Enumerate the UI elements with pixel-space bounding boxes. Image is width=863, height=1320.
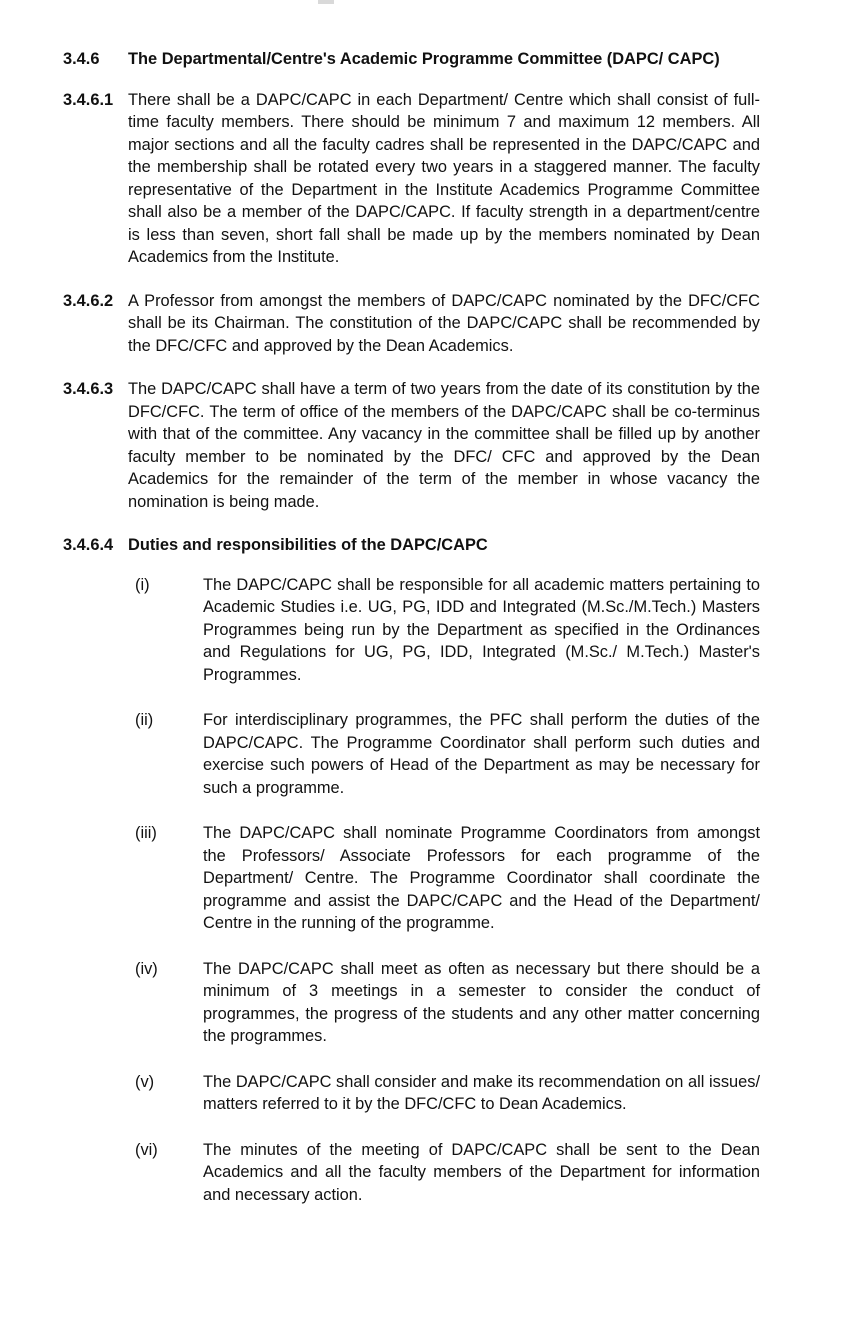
list-item-text: The DAPC/CAPC shall consider and make its recommendation on all issues/ matters referred to it by the DFC/CFC to Dean Academics. [203, 1072, 760, 1113]
section-heading [63, 48, 760, 71]
paragraph-number: 3.4.6.3 [63, 380, 114, 398]
list-item-iii [135, 822, 760, 935]
list-item-text: The minutes of the meeting of DAPC/CAPC shall be sent to the Dean Academics and all the faculty members of the Department for information and necessary action. [203, 1140, 760, 1204]
document-content [63, 48, 760, 1229]
list-item-v [135, 1071, 760, 1116]
list-marker: (ii) [135, 711, 154, 729]
list-item-vi [135, 1139, 760, 1207]
list-marker: (iii) [135, 824, 157, 842]
section-number: 3.4.6 [63, 50, 100, 68]
list-item-i [135, 574, 760, 687]
subsection-heading [63, 534, 760, 557]
list-item-iv [135, 958, 760, 1048]
list-marker: (v) [135, 1072, 155, 1091]
list-item-ii [135, 709, 760, 799]
list-item-text: For interdisciplinary programmes, the PFC shall perform the duties of the DAPC/CAPC. The Programme Coordinator shall perform such duties and exercise such powers of Head of the Department as may be necessary for such a programme. [203, 711, 760, 797]
paragraph-3-4-6-2 [63, 290, 760, 358]
paragraph-text: A Professor from amongst the members of DAPC/CAPC nominated by the DFC/CFC shall be its Chairman. The constitution of the DAPC/CAPC shall be recommended by the DFC/CFC and approved by the Dean Academics. [128, 291, 760, 355]
list-item-text: The DAPC/CAPC shall be responsible for all academic matters pertaining to Academic Studies i.e. UG, PG, IDD and Integrated (M.Sc./M.Tech.) Masters Programmes being run by the Department as specified in the Ordinances and Regulations for UG, PG, IDD, Integrated (M.Sc./ M.Tech.) Master's Programmes. [203, 575, 760, 684]
subsection-number: 3.4.6.4 [63, 536, 114, 554]
subsection-heading-text: Duties and responsibilities of the DAPC/CAPC [128, 536, 488, 554]
list-item-text: The DAPC/CAPC shall nominate Programme Coordinators from amongst the Professors/ Associate Professors for each programme of the Department/ Centre. The Programme Coordinator shall coordinate the programme and assist the DAPC/CAPC and the Head of the Department/ Centre in the running of the programme. [203, 824, 760, 932]
list-marker: (vi) [135, 1140, 158, 1159]
paragraph-number: 3.4.6.1 [63, 90, 114, 109]
section-heading-text: The Departmental/Centre's Academic Programme Committee (DAPC/ CAPC) [128, 50, 720, 68]
paragraph-3-4-6-1 [63, 89, 760, 269]
paragraph-text: The DAPC/CAPC shall have a term of two years from the date of its constitution by the DFC/CFC. The term of office of the members of the DAPC/CAPC shall be co-terminus with that of the committee. Any vacancy in the committee shall be filled up by another faculty member to be nominated by the DFC/ CFC and approved by the Dean Academics for the remainder of the term of the member in whose vacancy the nomination is being made. [128, 380, 760, 511]
list-marker: (i) [135, 575, 150, 594]
page-edge-artifact [318, 0, 334, 4]
paragraph-text: There shall be a DAPC/CAPC in each Department/ Centre which shall consist of full-time faculty members. There should be minimum 7 and maximum 12 members. All major sections and all the faculty cadres shall be represented in the DAPC/CAPC and the membership shall be rotated every two years in a staggered manner. The faculty representative of the Department in the Institute Academics Programme Committee shall also be a member of the DAPC/CAPC. If faculty strength in a department/centre is less than seven, short fall shall be made up by the members nominated by Dean Academics from the Institute. [128, 90, 760, 266]
list-item-text: The DAPC/CAPC shall meet as often as necessary but there should be a minimum of 3 meetings in a semester to consider the conduct of programmes, the progress of the students and any other matter concerning the programmes. [203, 959, 760, 1045]
paragraph-number: 3.4.6.2 [63, 291, 114, 310]
paragraph-3-4-6-3 [63, 378, 760, 513]
list-marker: (iv) [135, 959, 158, 978]
